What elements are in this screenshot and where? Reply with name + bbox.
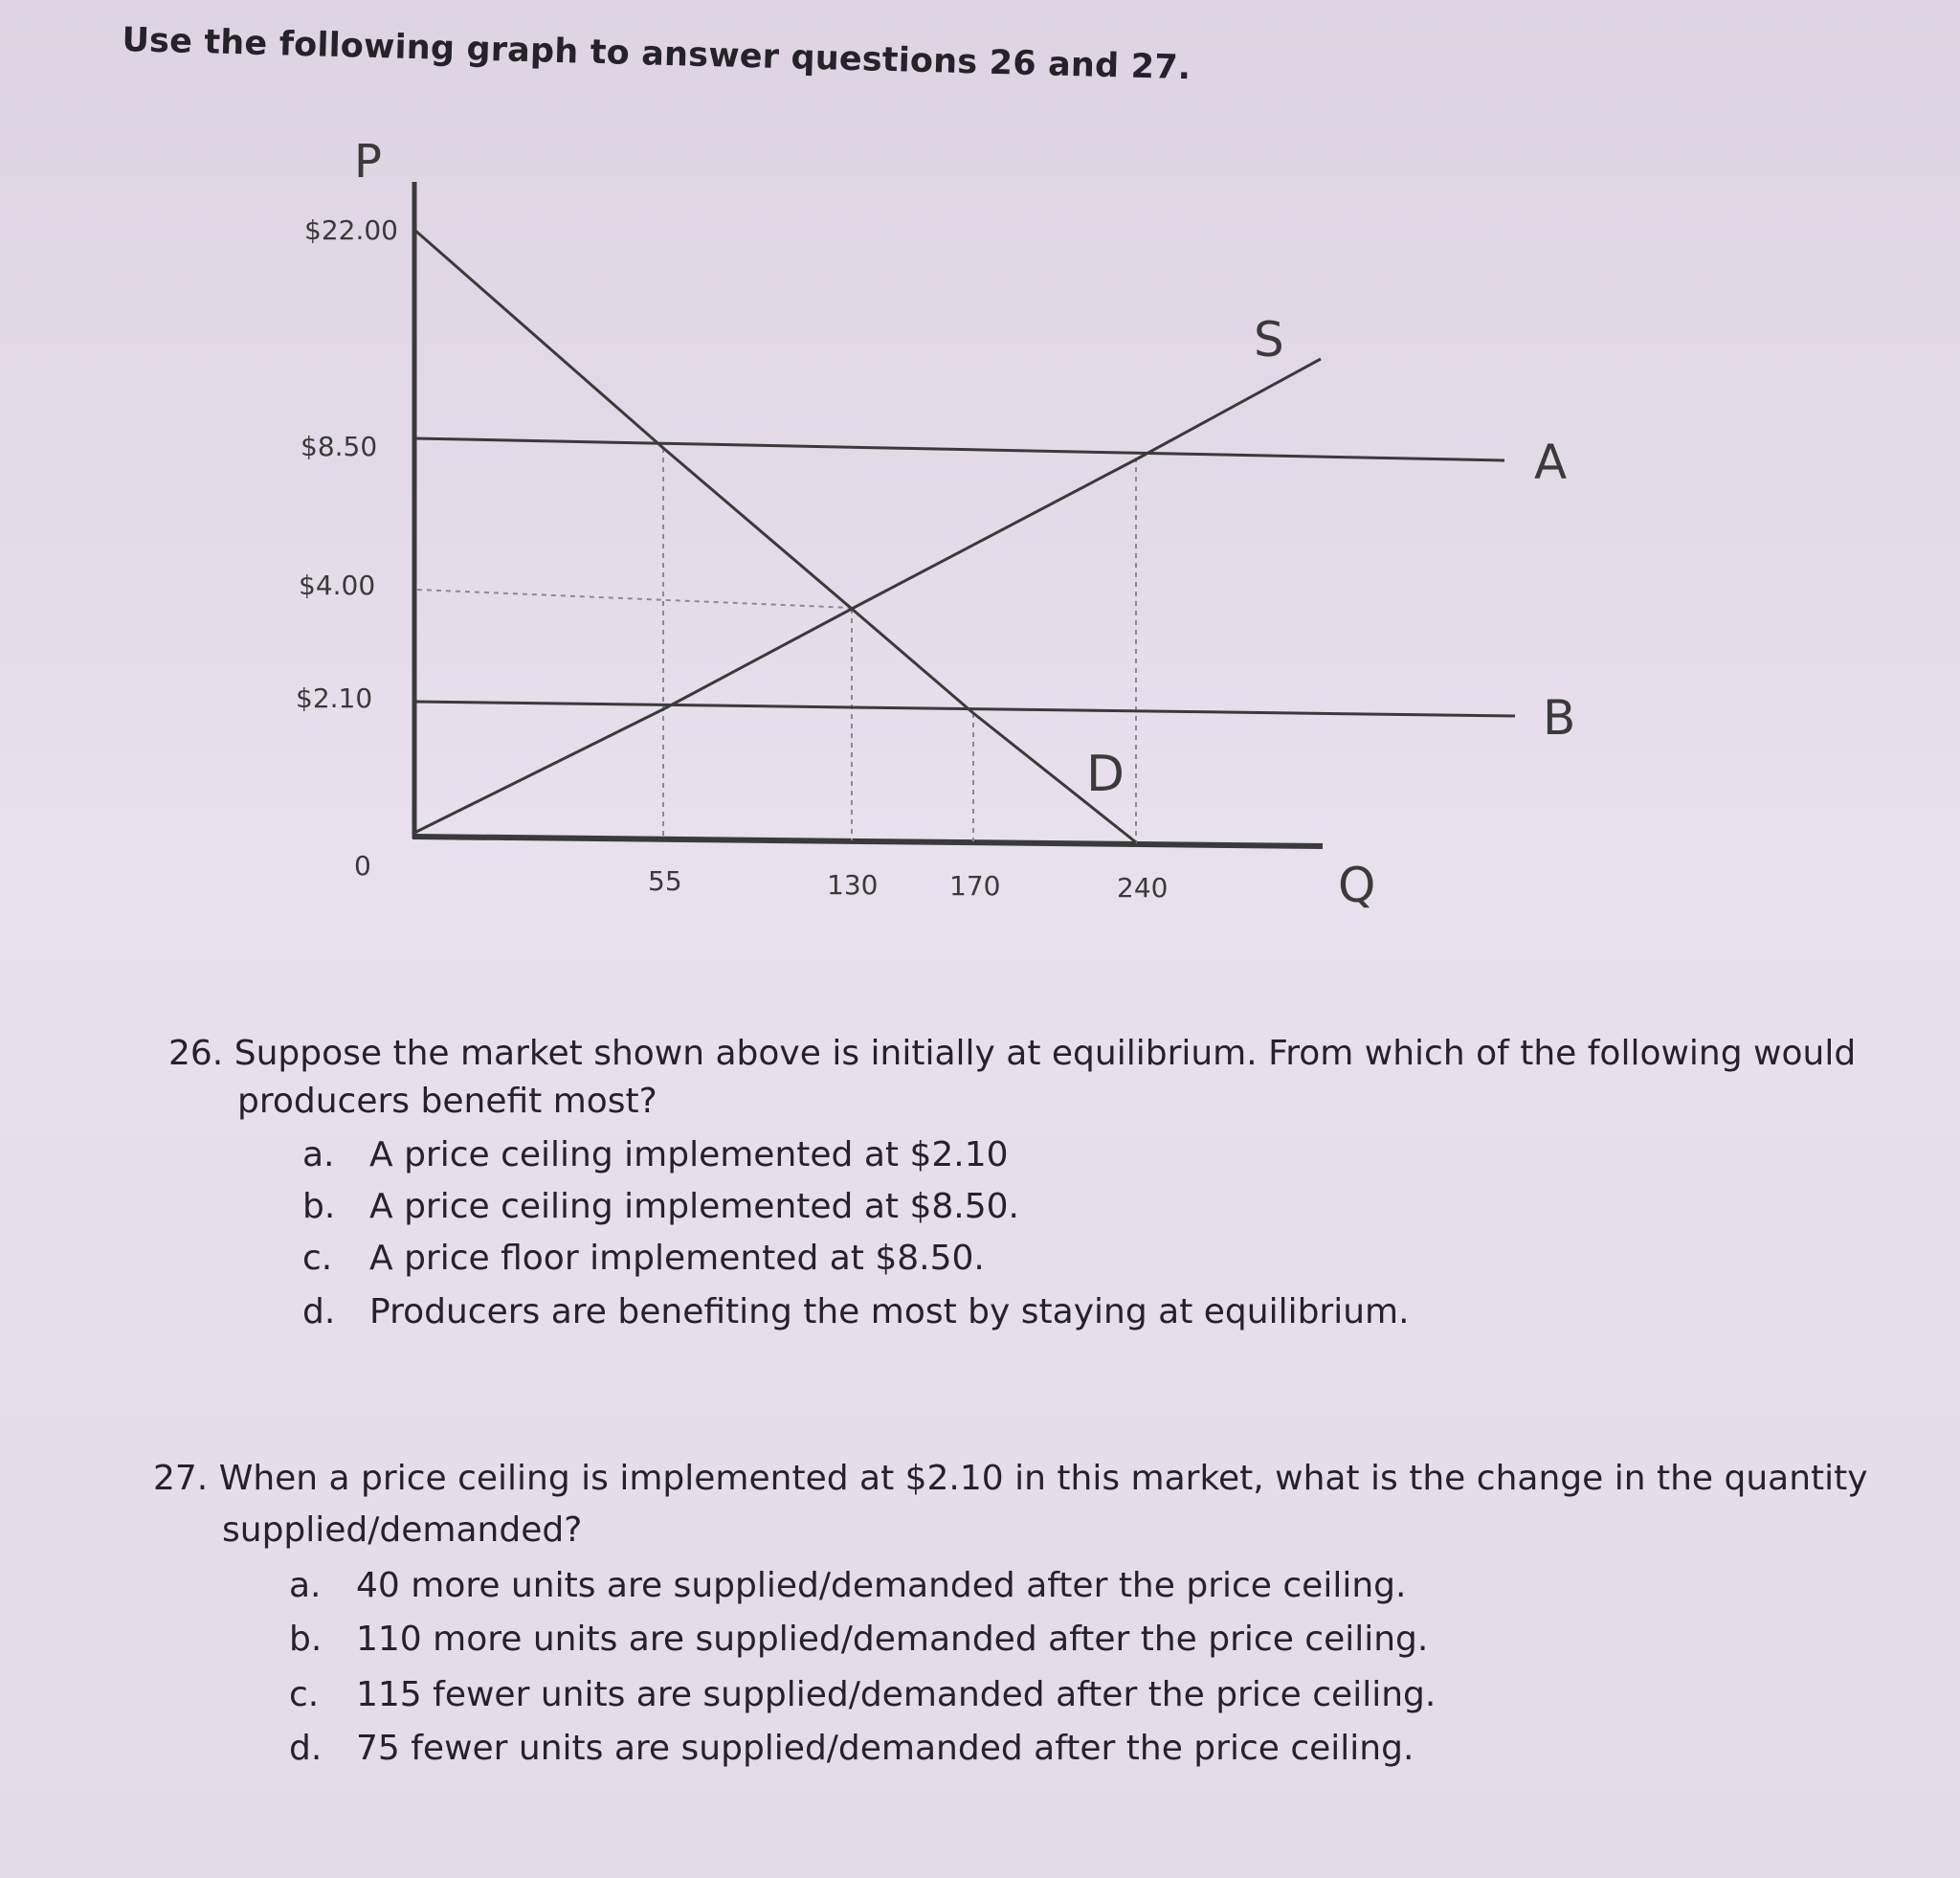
question-27-option-d[interactable]	[289, 1723, 1414, 1775]
option-text: 115 fewer units are supplied/demanded after the price ceiling.	[356, 1675, 1437, 1714]
question-27-option-b[interactable]	[289, 1614, 1428, 1666]
question-26-option-d[interactable]	[302, 1286, 1410, 1338]
option-text: A price ceiling implemented at $2.10	[369, 1135, 1009, 1174]
question-26	[168, 1028, 1856, 1080]
option-text: Producers are benefiting the most by staying at equilibrium.	[369, 1292, 1410, 1331]
line-a	[414, 438, 1504, 460]
y-tick-8-50: $8.50	[301, 431, 378, 462]
y-tick-22: $22.00	[304, 214, 398, 246]
x-axis	[412, 837, 1323, 846]
x-tick-170: 170	[949, 870, 1001, 902]
option-letter: b.	[302, 1187, 336, 1226]
x-tick-0: 0	[354, 850, 371, 882]
y-axis-label: P	[354, 135, 382, 189]
question-27-number: 27.	[153, 1459, 209, 1498]
question-26-text-line2: producers benefit most?	[237, 1082, 657, 1121]
option-text: A price ceiling implemented at $8.50.	[369, 1187, 1019, 1226]
option-text: 110 more units are supplied/demanded after the price ceiling.	[356, 1620, 1429, 1659]
y-tick-4-00: $4.00	[299, 570, 376, 601]
question-27-option-c[interactable]	[289, 1669, 1436, 1721]
x-tick-130: 130	[827, 869, 879, 901]
option-text: A price floor implemented at $8.50.	[369, 1239, 985, 1278]
guide-line-4-00	[417, 590, 852, 608]
question-26-number: 26.	[168, 1034, 224, 1073]
option-letter: b.	[289, 1620, 323, 1659]
x-tick-240: 240	[1117, 872, 1169, 904]
label-demand: D	[1086, 746, 1125, 803]
option-letter: d.	[289, 1729, 323, 1768]
question-27-text-line1: When a price ceiling is implemented at $2.10 in this market, what is the change in the quantity	[218, 1459, 1868, 1498]
option-letter: c.	[289, 1675, 320, 1714]
label-b: B	[1543, 690, 1576, 746]
instructions-heading: Use the following graph to answer questions 26 and 27.	[121, 21, 1192, 88]
question-26-option-b[interactable]	[302, 1181, 1019, 1233]
label-supply: S	[1254, 312, 1284, 368]
question-27-option-a[interactable]	[289, 1560, 1406, 1612]
question-27	[153, 1453, 1868, 1505]
y-tick-2-10: $2.10	[296, 682, 373, 714]
option-letter: a.	[302, 1135, 335, 1174]
line-b	[414, 702, 1515, 716]
question-26-option-a[interactable]	[302, 1129, 1009, 1181]
question-27-text-line2: supplied/demanded?	[222, 1510, 583, 1550]
option-letter: a.	[289, 1566, 322, 1605]
supply-curve	[414, 359, 1321, 833]
question-26-line2	[237, 1076, 657, 1128]
option-letter: c.	[302, 1239, 333, 1278]
x-tick-55: 55	[648, 865, 682, 897]
question-26-option-c[interactable]	[302, 1233, 985, 1285]
guide-lines	[417, 448, 1136, 843]
question-27-line2	[222, 1505, 582, 1556]
option-letter: d.	[302, 1292, 336, 1331]
question-26-text-line1: Suppose the market shown above is initially at equilibrium. From which of the following would	[234, 1034, 1857, 1073]
label-a: A	[1534, 435, 1568, 490]
option-text: 75 fewer units are supplied/demanded after the price ceiling.	[356, 1729, 1414, 1768]
demand-curve	[414, 230, 1136, 842]
option-text: 40 more units are supplied/demanded after the price ceiling.	[356, 1566, 1407, 1605]
x-axis-label: Q	[1338, 858, 1376, 913]
